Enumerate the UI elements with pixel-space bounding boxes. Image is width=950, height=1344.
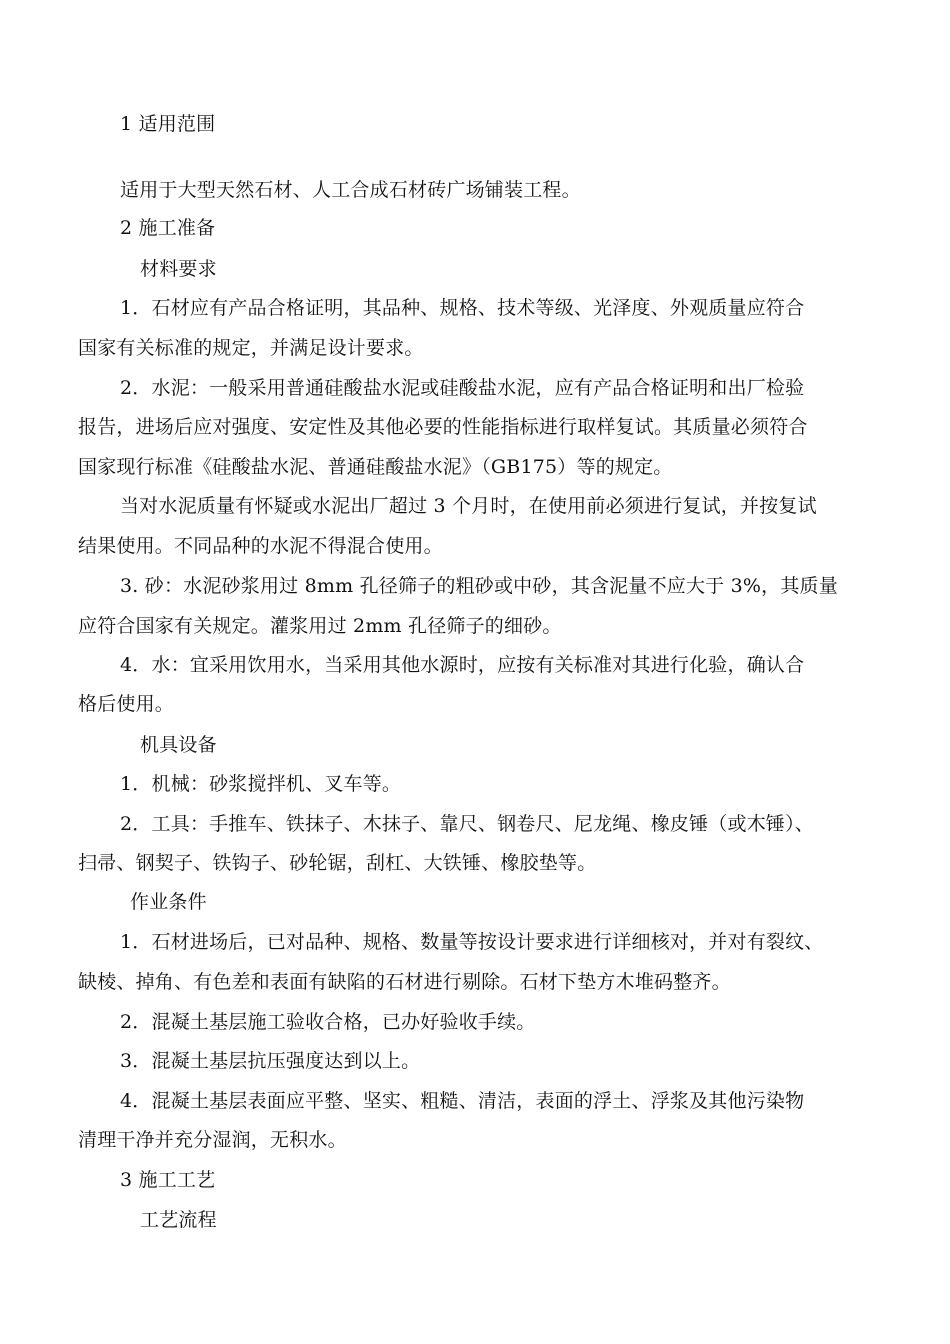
paragraph-line: 4．混凝土基层表面应平整、坚实、粗糙、清洁，表面的浮土、浮浆及其他污染物 bbox=[120, 1090, 805, 1112]
paragraph-line: 1．机械：砂浆搅拌机、叉车等。 bbox=[120, 773, 402, 795]
subheading-flow: 工艺流程 bbox=[140, 1209, 217, 1231]
paragraph-line: 国家有关标准的规定，并满足设计要求。 bbox=[78, 337, 424, 359]
paragraph-line: 结果使用。不同品种的水泥不得混合使用。 bbox=[78, 535, 443, 557]
paragraph-line: 扫帚、钢契子、铁钩子、砂轮锯，刮杠、大铁锤、橡胶垫等。 bbox=[78, 852, 597, 874]
paragraph-line: 3．混凝土基层抗压强度达到以上。 bbox=[120, 1050, 421, 1072]
paragraph-line: 2．工具：手推车、铁抹子、木抹子、靠尺、钢卷尺、尼龙绳、橡皮锤（或木锤）、 bbox=[120, 813, 814, 835]
paragraph-line: 报告，进场后应对强度、安定性及其他必要的性能指标进行取样复试。其质量必须符合 bbox=[78, 416, 808, 438]
heading-process: 3 施工工艺 bbox=[120, 1169, 216, 1191]
subheading-equipment: 机具设备 bbox=[140, 734, 217, 756]
heading-scope: 1 适用范围 bbox=[120, 113, 216, 135]
subheading-conditions: 作业条件 bbox=[130, 891, 207, 913]
paragraph-scope: 适用于大型天然石材、人工合成石材砖广场铺装工程。 bbox=[120, 179, 581, 201]
paragraph-line: 2．水泥：一般采用普通硅酸盐水泥或硅酸盐水泥，应有产品合格证明和出厂检验 bbox=[120, 377, 805, 399]
paragraph-line: 国家现行标准《硅酸盐水泥、普通硅酸盐水泥》（GB175）等的规定。 bbox=[78, 456, 673, 478]
paragraph-line: 格后使用。 bbox=[78, 693, 175, 715]
paragraph-line: 4．水：宜采用饮用水，当采用其他水源时，应按有关标准对其进行化验，确认合 bbox=[120, 654, 805, 676]
paragraph-line: 3. 砂：水泥砂浆用过 8mm 孔径筛子的粗砂或中砂，其含泥量不应大于 3%，其质量 bbox=[120, 575, 838, 597]
paragraph-line: 1．石材进场后，已对品种、规格、数量等按设计要求进行详细核对，并对有裂纹、 bbox=[120, 931, 824, 953]
paragraph-line: 应符合国家有关规定。灌浆用过 2mm 孔径筛子的细砂。 bbox=[78, 615, 562, 637]
paragraph-line: 当对水泥质量有怀疑或水泥出厂超过 3 个月时，在使用前必须进行复试，并按复试 bbox=[120, 495, 817, 517]
paragraph-line: 缺棱、掉角、有色差和表面有缺陷的石材进行剔除。石材下垫方木堆码整齐。 bbox=[78, 971, 731, 993]
paragraph-line: 1．石材应有产品合格证明，其品种、规格、技术等级、光泽度、外观质量应符合 bbox=[120, 297, 805, 319]
paragraph-line: 清理干净并充分湿润，无积水。 bbox=[78, 1129, 347, 1151]
subheading-materials: 材料要求 bbox=[140, 258, 217, 280]
paragraph-line: 2．混凝土基层施工验收合格，已办好验收手续。 bbox=[120, 1011, 536, 1033]
heading-preparation: 2 施工准备 bbox=[120, 217, 216, 239]
